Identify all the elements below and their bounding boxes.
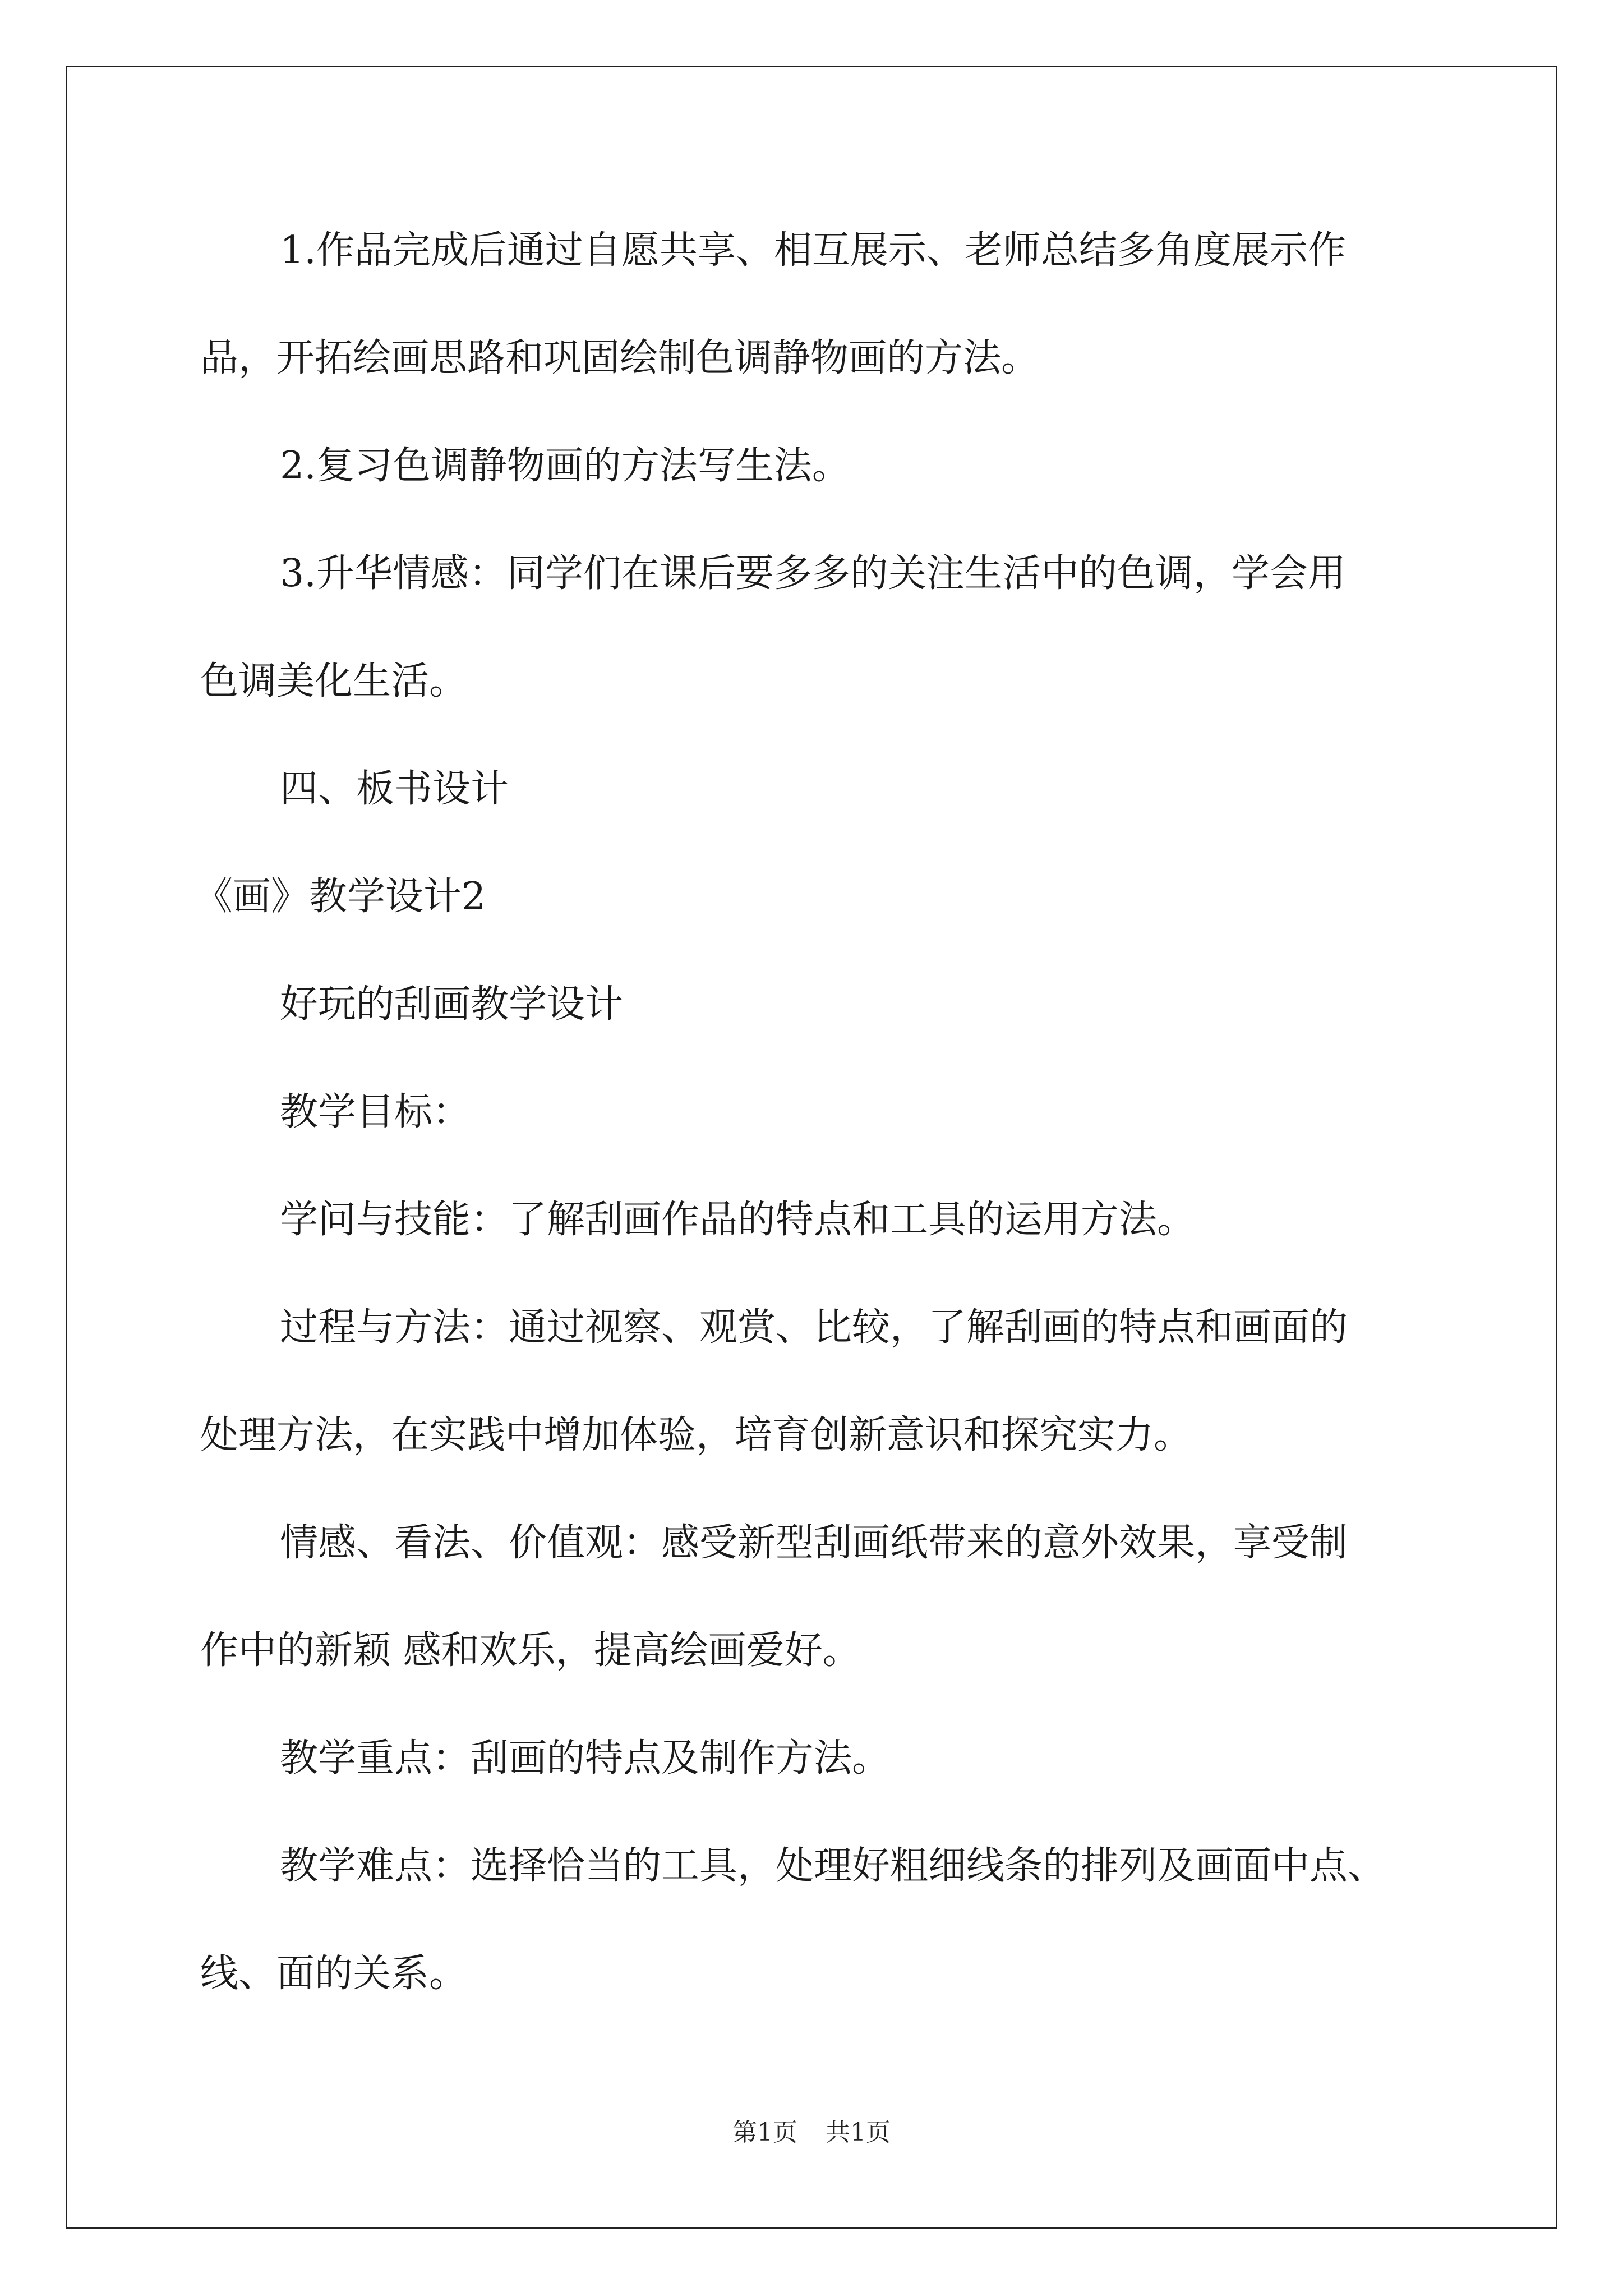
paragraph-process-method [200, 1274, 1462, 1489]
teaching-goals-heading [200, 1059, 1462, 1166]
paragraph-line: 处理方法，在实践中增加体验，培育创新意识和探究实力。 [200, 1413, 1192, 1457]
section-heading-board-design [200, 735, 1462, 843]
paragraph-knowledge-skills [200, 1166, 1462, 1274]
paragraph-line: 2.复习色调静物画的方法写生法。 [280, 444, 850, 488]
page-number: 第1页 [732, 2118, 797, 2147]
paragraph-line: 过程与方法：通过视察、观赏、比较，了解刮画的特点和画面的 [280, 1305, 1348, 1350]
paragraph-line: 3.升华情感：同学们在课后要多多的关注生活中的色调，学会用 [280, 551, 1346, 596]
paragraph-line: 学问与技能：了解刮画作品的特点和工具的运用方法。 [280, 1198, 1196, 1242]
paragraph-line: 教学难点：选择恰当的工具，处理好粗细线条的排列及画面中点、 [280, 1844, 1386, 1888]
paragraph-line: 1.作品完成后通过自愿共享、相互展示、老师总结多角度展示作 [280, 228, 1346, 273]
paragraph-line: 线、面的关系。 [200, 1952, 468, 1996]
paragraph-difficulties [200, 1812, 1462, 2028]
paragraph-line: 好玩的刮画教学设计 [280, 982, 624, 1027]
paragraph-line: 色调美化生活。 [200, 659, 468, 703]
paragraph-1 [200, 197, 1462, 412]
paragraph-line: 教学目标： [280, 1090, 471, 1134]
paragraph-line: 情感、看法、价值观：感受新型刮画纸带来的意外效果，享受制 [280, 1521, 1348, 1565]
page-total: 共1页 [826, 2118, 891, 2147]
paragraph-line: 四、板书设计 [280, 767, 509, 811]
paragraph-emotion-values [200, 1489, 1462, 1705]
paragraph-line: 作中的新颖 感和欢乐，提高绘画爱好。 [200, 1628, 861, 1673]
document-title [195, 843, 1456, 951]
paragraph-key-points [200, 1705, 1462, 1812]
paragraph-line: 品，开拓绘画思路和巩固绘制色调静物画的方法。 [200, 336, 1040, 380]
paragraph-line: 教学重点：刮画的特点及制作方法。 [280, 1736, 891, 1780]
paragraph-2 [200, 412, 1462, 520]
paragraph-line: 《画》教学设计2 [195, 875, 486, 919]
subtitle [200, 951, 1462, 1059]
page-footer [0, 2116, 1623, 2150]
paragraph-3 [200, 520, 1462, 735]
